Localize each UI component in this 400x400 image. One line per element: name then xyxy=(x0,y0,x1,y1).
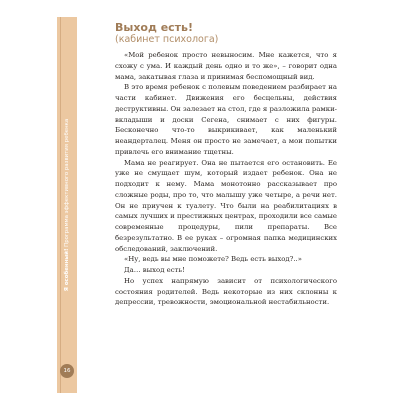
paragraph: «Мой ребенок просто невыносим. Мне кажется, что я схожу с ума. И каждый день одно и то же», – говорит одна мама, закатывая глаза и принимая беспомощный вид. xyxy=(115,51,337,81)
book-page xyxy=(57,17,344,393)
running-title xyxy=(64,119,70,291)
page-number: 16 xyxy=(60,364,74,378)
paragraph: Мама не реагирует. Она не пытается его остановить. Ее уже не смущает шум, который издает ребенок. Она не подходит к нему. Мама монотонно рассказывает про сложные роды, про то, что малышу уже четыре, а речи нет. Он не приучен к туалету. Что были на реабилитациях в самых лучших и престижных центрах, проходили все самые современные процедуры, пили препараты. Все безрезультатно. В ее руках – огромная папка медицинских обследований, заключений. xyxy=(115,158,337,253)
paragraph: Но успех напрямую зависит от психологического состояния родителей. Ведь некоторые из них склонны к депрессии, тревожности, эмоциональной нестабильности. xyxy=(115,276,337,307)
spine-rule-line xyxy=(60,17,61,393)
running-title-series: Я особенный! xyxy=(64,248,70,292)
article-title: Выход есть! xyxy=(115,21,194,34)
page-spine-strip xyxy=(57,17,77,393)
paragraph: В это время ребенок с полевым поведением разбирает на части кабинет. Движения его бесцельны, действия деструктивны. Он залезает на стол, где я разложила рамки-вкладыши и доски Сегена, снимает с них фигуры. Бесконечно что-то выкрикивает, как маленький неандерталец. Меня он просто не замечает, а мои попытки привлечь его внимание тщетны. xyxy=(115,83,337,156)
article-subtitle: (кабинет психолога) xyxy=(115,34,219,45)
paragraph: «Ну, ведь вы мне поможете? Ведь есть выход?..» xyxy=(124,255,302,264)
paragraph: Да… выход есть! xyxy=(124,266,185,274)
article-body xyxy=(115,17,337,308)
running-title-rest: Программа эффективного развития ребенка xyxy=(64,118,70,249)
